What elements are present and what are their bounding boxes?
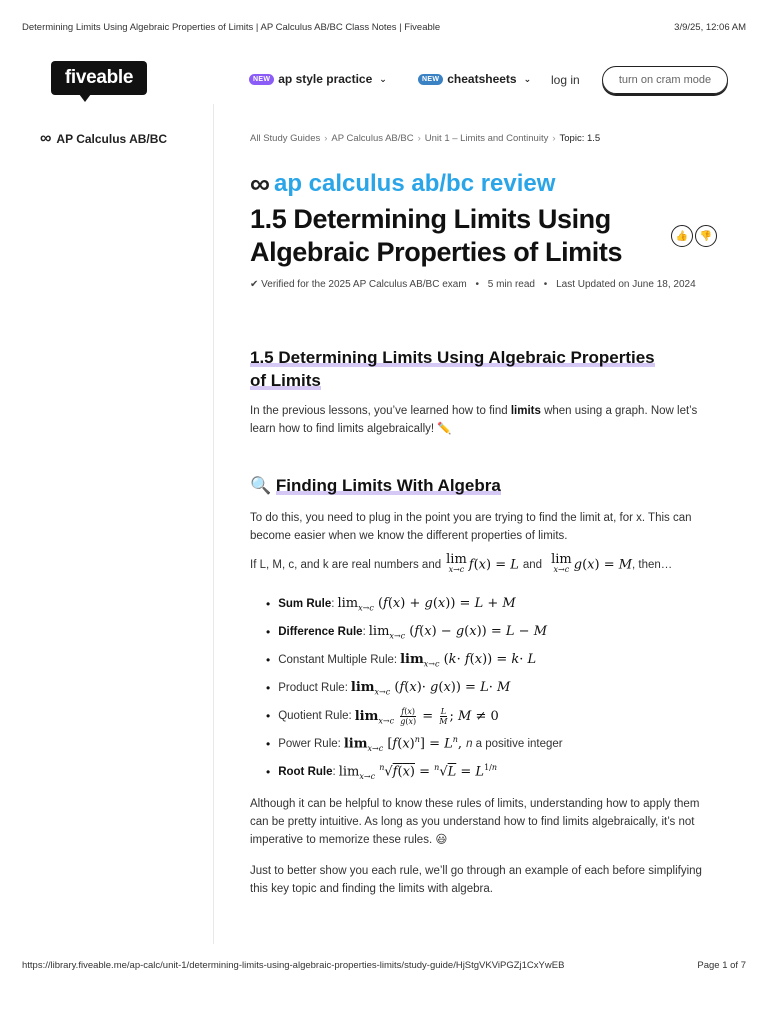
intro-text-end: when using a graph. Now let’s learn how to find limits algebraically! ✏️: [250, 405, 698, 435]
paragraph: To do this, you need to plug in the point you are trying to find the limit at, for x. This can become easier when we know the different properties of limits.: [250, 512, 692, 542]
formula: lim x→c g(x) = M: [551, 552, 633, 574]
paragraph: Although it can be helpful to know these rules of limits, understanding how to apply them can be pretty intuitive. As long as you understand how to find limits algebraically, it’s not imperative to memorize these rules. 😃: [250, 798, 700, 846]
thumbs-up-icon: 👍: [675, 230, 689, 242]
thumbs-down-button[interactable]: [695, 225, 717, 247]
infinity-icon: ∞: [250, 168, 270, 199]
sidebar-course-link[interactable]: [40, 130, 167, 148]
chevron-right-icon: ›: [417, 133, 421, 144]
list-item: • Difference Rule : $\lim_{x\to c} (f(x) - g(x)) = L - M$: [266, 618, 706, 646]
rule-name: • Quotient Rule: [278, 710, 349, 722]
formula: $\lim_{x\to c} ^n√f(x) = ^n√L = L^{1/n}$: [338, 763, 498, 781]
list-item: • Power Rule : $\lim_{x\to c} [f(x)^n] = L^n$, n a positive integer: [266, 730, 706, 758]
limits-term: limits: [510, 405, 541, 417]
subsection-heading: [250, 474, 501, 497]
formula: $\lim_{x\to c} (f(x)\cdot g(x)) = L\cdot M$: [350, 679, 511, 697]
rule-name: • Product Rule: [278, 682, 345, 694]
formula: $\lim_{x\to c} [f(x)^n] = L^n$,: [343, 735, 463, 753]
sidebar-divider: [213, 104, 214, 944]
formula: $\lim_{x\to c} (f(x) - g(x)) = L - M$: [368, 623, 547, 641]
new-badge: NEW: [249, 74, 274, 85]
course-review-heading: [250, 168, 555, 200]
subsection-heading-text: Finding Limits With Algebra: [275, 476, 501, 495]
cram-mode-button[interactable]: turn on cram mode: [602, 66, 728, 94]
list-item: • Root Rule : $\lim_{x\to c} ^n√f(x) = ^n√L = L^{1/n}$: [266, 758, 706, 786]
definition-and: and: [522, 559, 543, 571]
breadcrumb: [250, 133, 600, 144]
chevron-right-icon: ›: [552, 133, 556, 144]
limit-rules-list: [266, 590, 706, 786]
breadcrumb-item[interactable]: All Study Guides: [250, 133, 321, 144]
list-item: • Quotient Rule : $\lim_{x\to c}$ $\frac{f(x)}{g(x)}$ = $\frac{L}{M}$ ; M ≠ 0: [266, 702, 706, 730]
rule-name: • Constant Multiple Rule: [278, 654, 394, 666]
check-icon: ✔: [250, 279, 259, 290]
list-item: • Product Rule : $\lim_{x\to c} (f(x)\cdot g(x)) = L\cdot M$: [266, 674, 706, 702]
ap-style-practice-label: ap style practice: [278, 72, 373, 86]
rule-name: • Sum Rule: [278, 598, 332, 610]
breadcrumb-current: Topic: 1.5: [559, 133, 601, 144]
print-header: [22, 22, 746, 33]
rule-name: • Power Rule: [278, 738, 338, 750]
fiveable-logo[interactable]: [51, 61, 147, 95]
new-badge: NEW: [418, 74, 443, 85]
cheatsheets-label: cheatsheets: [447, 72, 517, 86]
article-meta: ✔ Verified for the 2025 AP Calculus AB/BC exam • 5 min read • Last Updated on June 18, 2024: [250, 279, 696, 290]
paragraph: Just to better show you each rule, we’ll go through an example of each before simplifying this key topic and finding the limits with algebra.: [250, 865, 702, 895]
chevron-down-icon: ⌄: [379, 73, 387, 84]
print-footer: [22, 960, 746, 971]
page-title: 1.5 Determining Limits Using Algebraic Properties of Limits: [250, 204, 623, 267]
rule-name: • Root Rule: [278, 766, 333, 778]
print-title: Determining Limits Using Algebraic Properties of Limits | AP Calculus AB/BC Class Notes | Fiveable: [22, 22, 441, 33]
rule-name: • Difference Rule: [278, 626, 363, 638]
breadcrumb-item[interactable]: AP Calculus AB/BC: [331, 133, 414, 144]
section-heading-line1: 1.5 Determining Limits Using Algebraic Properties: [250, 348, 655, 367]
course-label: AP Calculus AB/BC: [56, 132, 168, 146]
intro-paragraph: [250, 402, 710, 438]
print-url: https://library.fiveable.me/ap-calc/unit-1/determining-limits-using-algebraic-properties-limits/study-guide/HjStgVKViPGZj1CxYwEB: [22, 960, 565, 971]
intro-text: In the previous lessons, you’ve learned how to find: [250, 405, 511, 417]
thumbs-down-icon: 👎: [699, 230, 713, 242]
section-heading-line2: of Limits: [250, 371, 321, 390]
formula: $\lim_{x\to c} (f(x) + g(x)) = L + M$: [337, 595, 516, 613]
print-page-number: Page 1 of 7: [697, 960, 746, 971]
ap-style-practice-menu[interactable]: [249, 72, 387, 86]
definition-then: , then…: [632, 559, 673, 571]
cheatsheets-menu[interactable]: [418, 72, 531, 86]
section-heading: [250, 346, 710, 392]
thumbs-up-button[interactable]: [671, 225, 693, 247]
magnifier-icon: 🔍: [250, 476, 272, 495]
definition-text: If L, M, c, and k are real numbers and: [250, 559, 442, 571]
formula: $\lim_{x\to c} (k\cdot f(x)) = k\cdot L$: [400, 651, 537, 669]
infinity-icon: ∞: [40, 130, 52, 147]
print-datetime: 3/9/25, 12:06 AM: [674, 22, 746, 33]
list-item: • Sum Rule : $\lim_{x\to c} (f(x) + g(x)) = L + M$: [266, 590, 706, 618]
review-label: ap calculus ab/bc review: [273, 170, 556, 197]
chevron-down-icon: ⌄: [523, 73, 532, 84]
verified-text: Verified for the 2025 AP Calculus AB/BC exam: [261, 279, 467, 290]
formula: lim x→c f(x) = L: [446, 552, 519, 574]
read-time: 5 min read: [487, 279, 535, 290]
last-updated: Last Updated on June 18, 2024: [556, 279, 696, 290]
formula: $\lim_{x\to c}$ $\frac{f(x)}{g(x)}$ = $\frac{L}{M}$ ; M ≠ 0: [354, 706, 499, 726]
chevron-right-icon: ›: [324, 133, 328, 144]
breadcrumb-item[interactable]: Unit 1 – Limits and Continuity: [424, 133, 549, 144]
list-item: • Constant Multiple Rule : $\lim_{x\to c} (k\cdot f(x)) = k\cdot L$: [266, 646, 706, 674]
login-link[interactable]: log in: [551, 73, 580, 87]
logo-text: fiveable: [64, 67, 134, 88]
limits-definition: [250, 552, 710, 575]
